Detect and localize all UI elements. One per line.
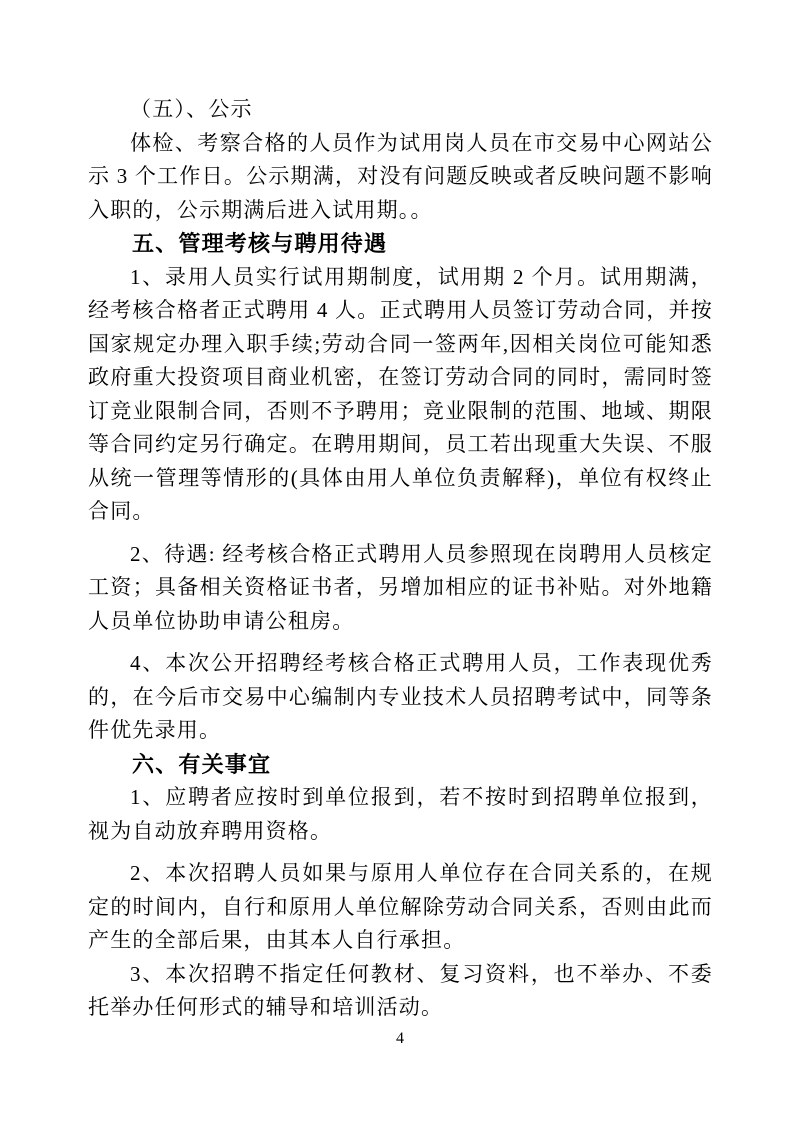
page-number: 4 — [396, 1030, 404, 1047]
paragraph: 1、录用人员实行试用期制度，试用期 2 个月。试用期满，经考核合格者正式聘用 4 人。正式聘用人员签订劳动合同，并按国家规定办理入职手续;劳动合同一签两年,因相关岗位可能知悉政府重大投资项目商业机密，在签订劳动合同的同时，需同时签订竞业限制合同，否则不予聘用；竞业限制的范围、地域、期限等合同约定另行确定。在聘用期间，员工若出现重大失误、不服从统一管理等情形的(具体由用人单位负责解释)，单位有权终止合同。 — [88, 264, 713, 523]
sub-heading: （五）、公示 — [130, 97, 253, 121]
section-heading: 五、管理考核与聘用待遇 — [132, 231, 388, 256]
paragraph: 1、应聘者应按时到单位报到，若不按时到招聘单位报到，视为自动放弃聘用资格。 — [88, 785, 713, 843]
section-heading: 六、有关事宜 — [132, 751, 272, 777]
document-body — [88, 93, 713, 1025]
paragraph: 2、本次招聘人员如果与原用人单位存在合同关系的，在规定的时间内，自行和原用人单位解除劳动合同关系，否则由此而产生的全部后果，由其本人自行承担。 — [88, 861, 713, 952]
paragraph: 体检、考察合格的人员作为试用岗人员在市交易中心网站公示 3 个工作日。公示期满，对没有问题反映或者反映问题不影响入职的，公示期满后进入试用期。。 — [88, 130, 713, 222]
paragraph: 2、待遇: 经考核合格正式聘用人员参照现在岗聘用人员核定工资；具备相关资格证书者，另增加相应的证书补贴。对外地籍人员单位协助申请公租房。 — [88, 541, 713, 633]
paragraph: 3、本次招聘不指定任何教材、复习资料，也不举办、不委托举办任何形式的辅导和培训活动。 — [88, 961, 713, 1019]
paragraph: 4、本次公开招聘经考核合格正式聘用人员，工作表现优秀的，在今后市交易中心编制内专业技术人员招聘考试中，同等条件优先录用。 — [88, 651, 713, 742]
